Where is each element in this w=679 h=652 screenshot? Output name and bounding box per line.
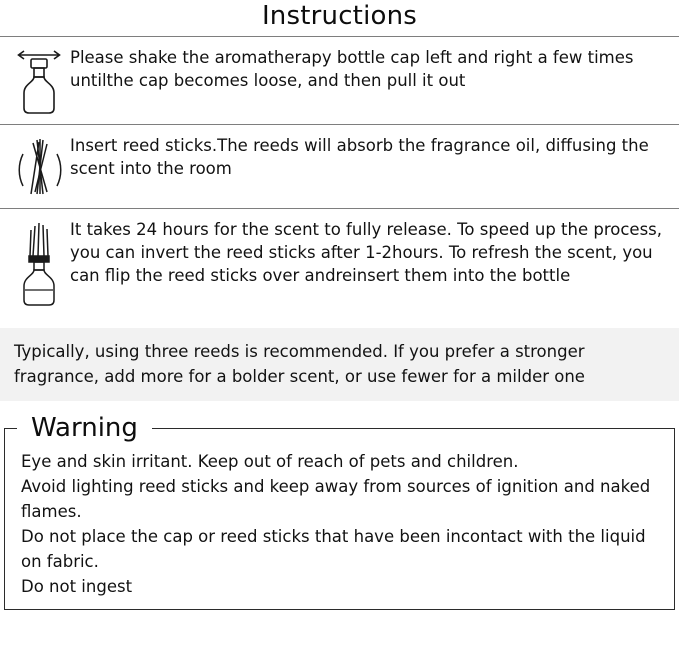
warning-item: Do not place the cap or reed sticks that have been incontact with the liquid on fabric.	[21, 527, 646, 571]
step-paragraph: Insert reed sticks.The reeds will absorb the fragrance oil, diffusing the scent into the room	[70, 136, 649, 178]
steps-list	[0, 36, 679, 318]
diffuser-bottle-with-reeds-icon	[8, 216, 70, 310]
bottle-shake-cap-icon	[8, 44, 70, 116]
step-text	[70, 132, 671, 180]
step-row	[0, 208, 679, 318]
warning-item: Eye and skin irritant. Keep out of reach of pets and children.	[21, 452, 519, 471]
step-paragraph: It takes 24 hours for the scent to fully release. To speed up the process, you can invert the reed sticks after 1-2hours. To refresh the scent, you can flip the reed sticks over andreinsert them into the bottle	[70, 220, 663, 285]
warning-section	[4, 413, 675, 610]
warning-item: Avoid lighting reed sticks and keep away from sources of ignition and naked flames.	[21, 477, 651, 521]
warning-item: Do not ingest	[21, 577, 133, 596]
recommendation-note: Typically, using three reeds is recommended. If you prefer a stronger fragrance, add more for a bolder scent, or use fewer for a milder one	[0, 328, 679, 401]
step-paragraph: Please shake the aromatherapy bottle cap left and right a few times untilthe cap becomes loose, and then pull it out	[70, 48, 634, 90]
warning-list	[17, 449, 662, 599]
step-row	[0, 124, 679, 208]
reed-sticks-insert-icon	[8, 132, 70, 200]
step-text	[70, 216, 671, 287]
step-text	[70, 44, 671, 92]
warning-heading: Warning	[31, 413, 138, 443]
page-title: Instructions	[261, 1, 418, 31]
step-row	[0, 36, 679, 124]
